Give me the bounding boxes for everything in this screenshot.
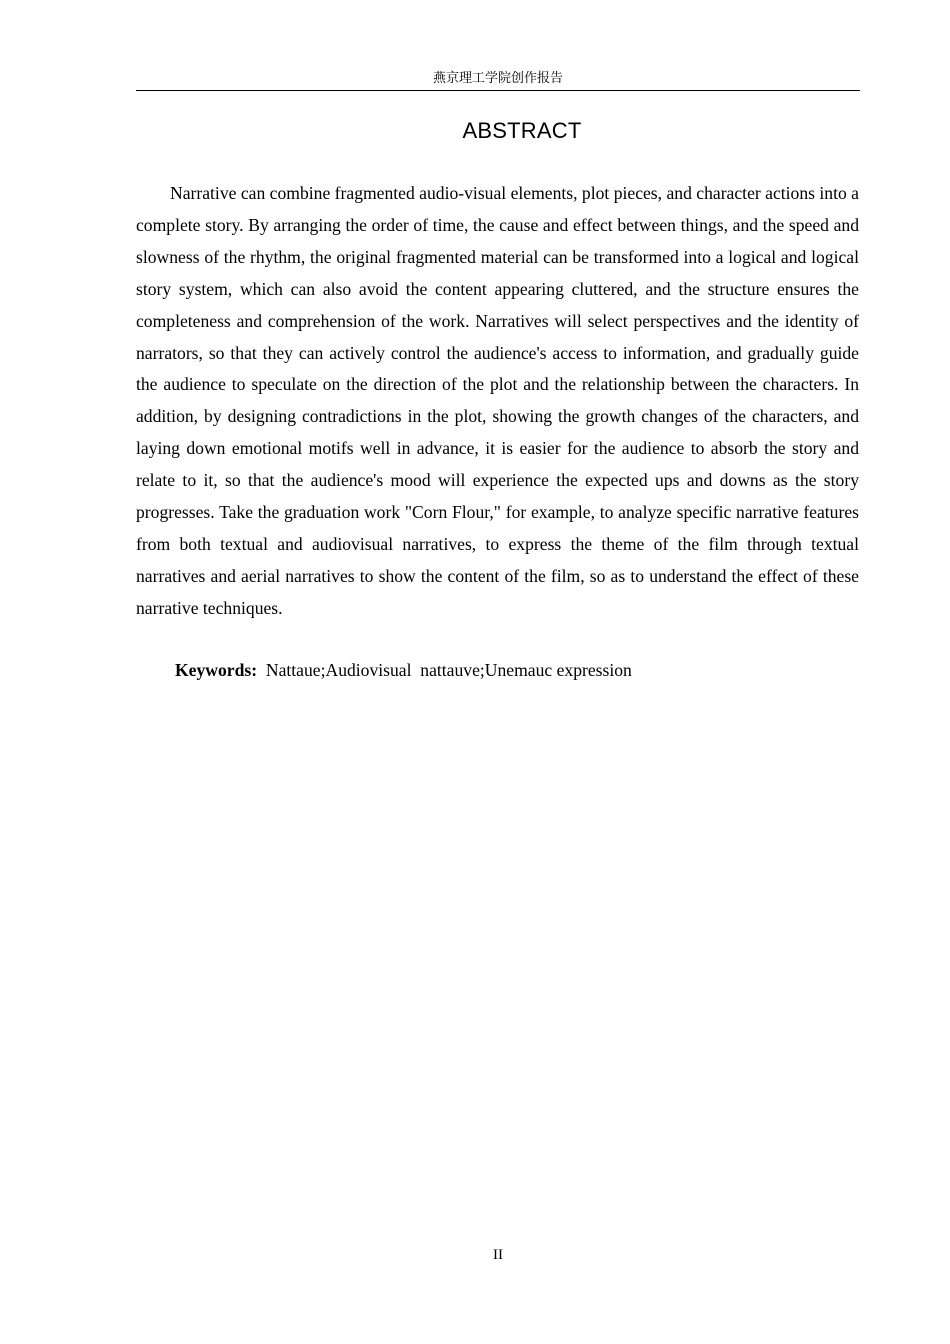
running-header (136, 68, 860, 91)
header-text: 燕京理工学院创作报告 (432, 71, 563, 86)
abstract-title: ABSTRACT (462, 118, 582, 143)
page-number: II (493, 1247, 503, 1263)
abstract-body: Narrative can combine fragmented audio-visual elements, plot pieces, and character actions into a complete story. By arranging the order of time, the cause and effect between things, and the speed and slowness of the rhythm, the original fragmented material can be transformed into a logical and logical story system, which can also avoid the content appearing cluttered, and the structure ensures the completeness and comprehension of the work. Narratives will select perspectives and the identity of narrators, so that they can actively control the audience's access to information, and gradually guide the audience to speculate on the direction of the plot and the relationship between the characters. In addition, by designing contradictions in the plot, showing the growth changes of the characters, and laying down emotional motifs well in advance, it is easier for the audience to absorb the story and relate to it, so that the audience's mood will experience the expected ups and downs as the story progresses. Take the graduation work "Corn Flour," for example, to analyze specific narrative features from both textual and audiovisual narratives, to express the theme of the film through textual narratives and aerial narratives to show the content of the film, so as to understand the effect of these narrative techniques. (136, 183, 859, 618)
keywords-value: Nattaue;Audiovisual nattauve;Unemauc expression (265, 660, 632, 680)
keywords-line (136, 655, 859, 685)
keywords-label: Keywords: (175, 660, 258, 680)
